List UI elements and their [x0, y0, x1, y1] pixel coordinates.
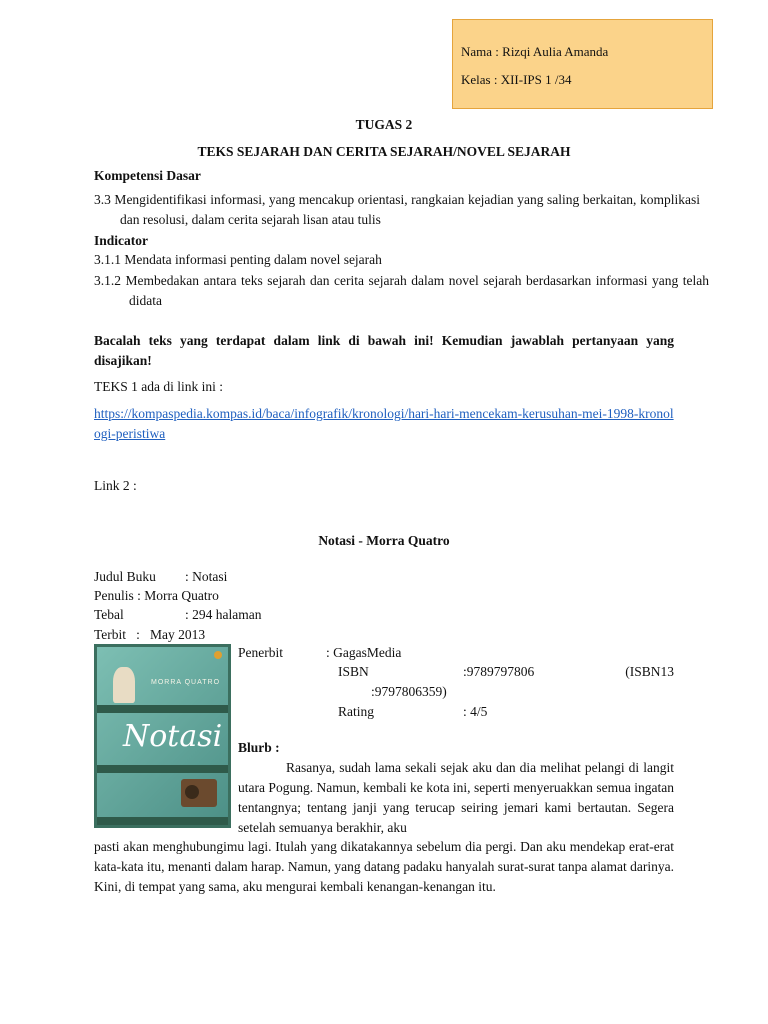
isbn-row: [338, 662, 674, 681]
cover-author: MORRA QUATRO: [151, 679, 221, 686]
rating-row: [338, 702, 487, 721]
instruction-text: Bacalah teks yang terdapat dalam link di bawah ini! Kemudian jawablah pertanyaan yang disajikan!: [94, 333, 674, 368]
terbit-row: Terbit : May 2013: [94, 627, 206, 642]
indicator-item-2: 3.1.2 Membedakan antara teks sejarah dan cerita sejarah dalam novel sejarah berdasarkan informasi yang telah didata: [94, 273, 709, 308]
penulis-row: Penulis : Morra Quatro: [94, 588, 219, 603]
indicator-item-1: 3.1.1 Mendata informasi penting dalam novel sejarah: [94, 252, 382, 267]
isbn-label: ISBN: [338, 664, 369, 679]
kd-item: 3.3 Mengidentifikasi informasi, yang mencakup orientasi, rangkaian kejadian yang saling berkaitan, komplikasi dan resolusi, dalam cerita sejarah lisan atau tulis: [94, 192, 700, 227]
isbn13-label: (ISBN13: [625, 664, 674, 679]
rating-value: : 4/5: [463, 704, 488, 719]
judul-value: : Notasi: [185, 569, 228, 584]
book-heading: Notasi - Morra Quatro: [318, 533, 450, 548]
student-class: Kelas : XII-IPS 1 /34: [461, 72, 572, 87]
student-info-box: [452, 19, 713, 109]
blurb-text-bottom: pasti akan menghubungimu lagi. Itulah yang dikatakannya sebelum dia pergi. Dan aku mendekap erat-erat kata-kata itu, menanti dalam harap. Namun, yang datang padaku hanyalah surat-surat tanpa alamat darinya. Kini, di tempat yang sama, aku mengurai kembali kenangan-kenangan itu.: [94, 839, 674, 894]
tebal-value: : 294 halaman: [185, 607, 262, 622]
cover-title: Notasi: [123, 719, 223, 754]
judul-label: Judul Buku: [94, 569, 156, 584]
link2-label: Link 2 :: [94, 478, 137, 493]
penerbit-value: : GagasMedia: [326, 645, 402, 660]
blurb-text-top: Rasanya, sudah lama sekali sejak aku dan dia melihat pelangi di langit utara Pogung. Namun, kembali ke kota ini, seperti menyeruakkan semua ingatan tentangnya; tentang janji yang terucap seiring jemari kami bertautan. Segera setelah semuanya berakhir, aku: [238, 760, 674, 835]
student-name: Nama : Rizqi Aulia Amanda: [461, 44, 609, 59]
penerbit-label: Penerbit: [238, 645, 283, 660]
publisher-badge-icon: [214, 651, 222, 659]
teks1-label: TEKS 1 ada di link ini :: [94, 379, 223, 394]
tebal-row: [94, 605, 294, 624]
rating-label: Rating: [338, 704, 374, 719]
indicator-heading: Indicator: [94, 233, 148, 248]
radio-icon: [181, 779, 217, 807]
isbn13-value: :9797806359): [371, 684, 447, 699]
blurb-heading: Blurb :: [238, 740, 280, 755]
book-cover: [94, 644, 231, 828]
kd-heading: Kompetensi Dasar: [94, 168, 201, 183]
penerbit-row: [238, 643, 401, 662]
assignment-subtitle: TEKS SEJARAH DAN CERITA SEJARAH/NOVEL SEJARAH: [197, 144, 571, 159]
tebal-label: Tebal: [94, 607, 124, 622]
judul-row: [94, 567, 294, 586]
assignment-title: TUGAS 2: [355, 117, 413, 132]
horse-figure-icon: [113, 667, 135, 703]
isbn-value: :9789797806: [463, 664, 535, 679]
teks1-link[interactable]: https://kompaspedia.kompas.id/baca/infografik/kronologi/hari-hari-mencekam-kerusuhan-mei-1998-kronologi-peristiwa: [94, 406, 674, 441]
